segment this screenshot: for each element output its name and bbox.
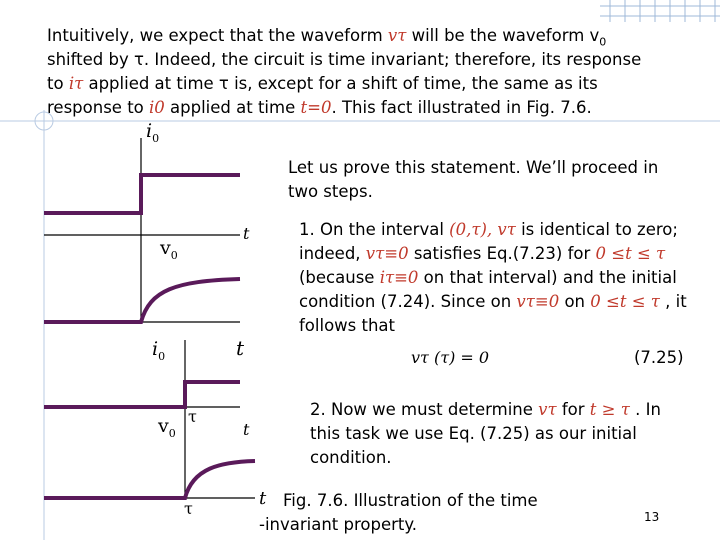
step1-line-4: condition (7.24). Since on vτ≡0 on 0 ≤t ≤ τ , it — [299, 292, 687, 311]
label-tau-2: τ — [184, 499, 193, 518]
equation-number: (7.25) — [634, 348, 684, 367]
intro-text: will be the waveform v — [406, 26, 600, 45]
intro-text: response to — [47, 98, 149, 117]
intro-text: applied at time — [164, 98, 301, 117]
label-t-4: t — [259, 488, 267, 509]
step1-line-1: 1. On the interval (0,τ), vτ is identical to zero; — [299, 220, 678, 239]
step1-line-2: indeed, vτ≡0 satisfies Eq.(7.23) for 0 ≤t ≤ τ — [299, 244, 666, 263]
intro-text: Intuitively, we expect that the waveform — [47, 26, 388, 45]
label-t-3: t — [243, 420, 250, 439]
label-i0-mid: $i_0$ — [152, 338, 166, 363]
label-t-2: t — [236, 336, 245, 360]
proof-intro-line-2: two steps. — [288, 182, 373, 201]
figure-caption-line-1: Fig. 7.6. Illustration of the time — [283, 491, 538, 510]
step2-line-2: this task we use Eq. (7.25) as our initial — [310, 424, 637, 443]
label-v0-bottom: $v_0$ — [158, 415, 176, 440]
label-tau-1: τ — [188, 407, 197, 426]
i0-symbol: i0 — [149, 98, 165, 117]
waveform-vtau-rise — [44, 461, 255, 498]
label-v0-top: $v_0$ — [160, 237, 178, 262]
label-t-1: t — [243, 224, 250, 243]
waveform-i0-step — [44, 175, 240, 213]
t-zero-red: t=0 — [300, 98, 332, 117]
v-tau-symbol: vτ — [387, 26, 407, 45]
step1-line-5: follows that — [299, 316, 396, 335]
figure-caption-line-2: -invariant property. — [259, 515, 418, 534]
waveform-itau-step — [44, 382, 240, 407]
equation-7-25: vτ (τ) = 0 — [411, 348, 490, 367]
intro-line-2: shifted by τ. Indeed, the circuit is time invariant; therefore, its response — [47, 50, 642, 69]
intro-text: applied at time τ is, except for a shift of time, the same as its — [83, 74, 598, 93]
intro-text: . This fact illustrated in Fig. 7.6. — [331, 98, 592, 117]
step2-line-3: condition. — [310, 448, 392, 467]
page-number: 13 — [644, 510, 660, 524]
step2-line-1: 2. Now we must determine vτ for t ≥ τ . In — [310, 400, 661, 419]
label-i0-top: $i_0$ — [146, 120, 160, 145]
proof-intro-line-1: Let us prove this statement. We’ll proceed in — [288, 158, 659, 177]
subscript: 0 — [599, 35, 607, 49]
intro-text: to — [47, 74, 69, 93]
step1-line-3: (because iτ≡0 on that interval) and the initial — [299, 268, 677, 287]
i-tau-symbol: iτ — [68, 74, 84, 93]
waveform-v0-rise — [44, 279, 240, 322]
